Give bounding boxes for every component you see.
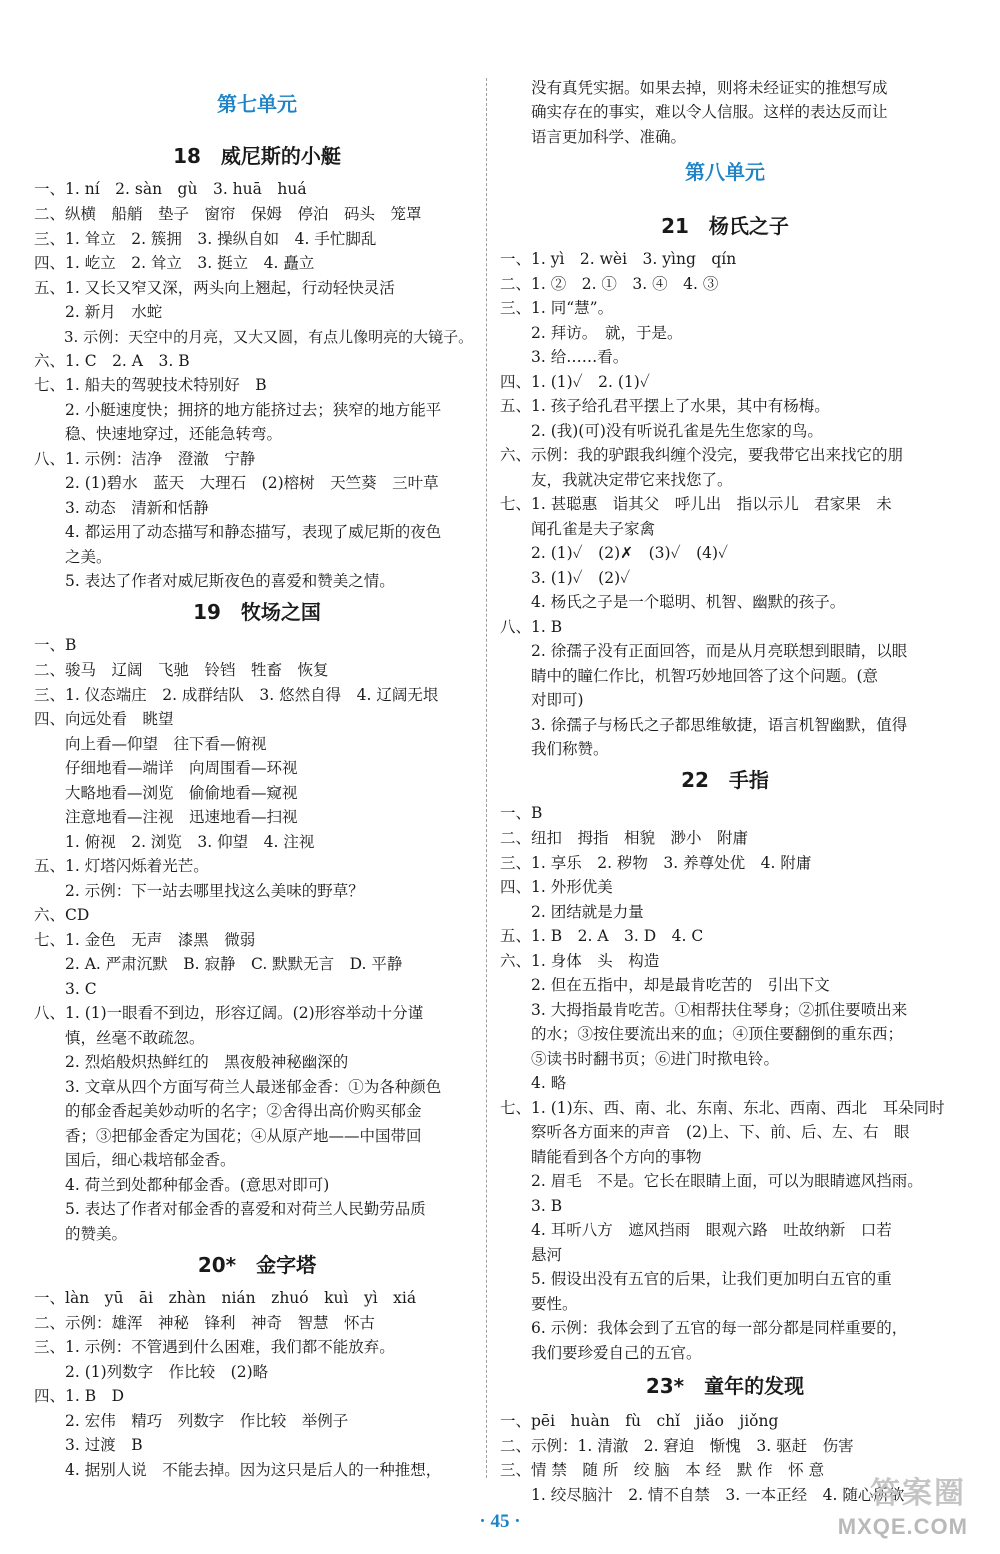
answer-line: 七、1. 金色 无声 漆黑 微弱	[34, 931, 256, 949]
answer-line: 五、1. 孩子给孔君平摆上了水果，其中有杨梅。	[500, 397, 830, 415]
answer-line: 六、示例：我的驴跟我纠缠个没完，要我带它出来找它的朋	[500, 446, 904, 464]
answer-line: 2. (我)(可)没有听说孔雀是先生您家的鸟。	[500, 422, 823, 440]
answer-line: 5. 表达了作者对郁金香的喜爱和对荷兰人民勤劳品质	[34, 1200, 426, 1218]
lesson-title: 21 杨氏之子	[661, 214, 789, 238]
answer-line: 3. 大拇指最肯吃苦。①相帮扶住琴身；②抓住要喷出来	[500, 1001, 908, 1019]
lesson-title: 22 手指	[681, 768, 769, 792]
answer-line: 注意地看—注视 迅速地看—扫视	[34, 808, 298, 826]
answer-line: 3. (1)✓ (2)✓	[500, 569, 631, 587]
answer-line: 八、1. B	[500, 618, 563, 636]
answer-line: 向上看—仰望 往下看—俯视	[34, 735, 267, 753]
answer-line: 2. (1)列数字 作比较 (2)略	[34, 1363, 269, 1381]
answer-line: 四、向远处看 眺望	[34, 710, 174, 728]
answer-line: 七、1. 甚聪惠 诣其父 呼儿出 指以示儿 君家果 未	[500, 495, 892, 513]
answer-line: 三、1. 耸立 2. 簇拥 3. 操纵自如 4. 手忙脚乱	[34, 230, 377, 248]
lesson-title: 20* 金字塔	[197, 1253, 317, 1277]
answer-line: 香；③把郁金香定为国花；④从原产地——中国带回	[34, 1127, 422, 1145]
answer-line: 二、示例：雄浑 神秘 锋利 神奇 智慧 怀古	[34, 1314, 376, 1332]
page-number: · 45 ·	[479, 1511, 521, 1532]
column-divider	[486, 78, 487, 1478]
answer-line: 4. 杨氏之子是一个聪明、机智、幽默的孩子。	[500, 593, 846, 611]
answer-line: 二、纵横 船艄 垫子 窗帘 保姆 停泊 码头 笼罩	[34, 205, 422, 223]
answer-line: ⑤读书时翻书页；⑥进门时揿电铃。	[500, 1050, 780, 1068]
answer-line: 二、纽扣 拇指 相貌 渺小 附庸	[500, 829, 749, 847]
answer-line: 5. 假设出没有五官的后果，让我们更加明白五官的重	[500, 1270, 892, 1288]
answer-line: 确实存在的事实，难以令人信服。这样的表达反而让	[500, 103, 888, 121]
answer-line: 五、1. 灯塔闪烁着光芒。	[34, 857, 209, 875]
answer-line: 二、骏马 辽阔 飞驰 铃铛 牲畜 恢复	[34, 661, 329, 679]
answer-line: 5. 表达了作者对威尼斯夜色的喜爱和赞美之情。	[34, 572, 395, 590]
answer-line: 2. A. 严肃沉默 B. 寂静 C. 默默无言 D. 平静	[34, 955, 403, 973]
answer-line: 3. 文章从四个方面写荷兰人最迷郁金香：①为各种颜色	[34, 1078, 442, 1096]
answer-line: 大略地看—浏览 偷偷地看—窥视	[34, 784, 298, 802]
answer-line: 三、1. 仪态端庄 2. 成群结队 3. 悠然自得 4. 辽阔无垠	[34, 686, 439, 704]
answer-line: 七、1. (1)东、西、南、北、东南、东北、西南、西北 耳朵同时	[500, 1099, 945, 1117]
answer-line: 3. 过渡 B	[34, 1436, 143, 1454]
answer-line: 4. 荷兰到处都种郁金香。(意思对即可)	[34, 1176, 330, 1194]
answer-line: 要性。	[500, 1295, 578, 1313]
lesson-title: 23* 童年的发现	[645, 1374, 805, 1398]
answer-line: 慎，丝毫不敢疏忽。	[34, 1029, 205, 1047]
answer-line: 2. 新月 水蛇	[34, 303, 163, 321]
answer-line: 2. 但在五指中，却是最肯吃苦的 引出下文	[500, 976, 830, 994]
answer-line: 4. 略	[500, 1074, 567, 1092]
answer-line: 的郁金香起美妙动听的名字；②舍得出高价购买郁金	[34, 1102, 422, 1120]
answer-line: 四、1. 外形优美	[500, 878, 613, 896]
answer-line: 六、1. 身体 头 构造	[500, 952, 660, 970]
answer-line: 我们要珍爱自己的五官。	[500, 1344, 702, 1362]
answer-line: 二、示例：1. 清澈 2. 窘迫 惭愧 3. 驱赶 伤害	[500, 1437, 854, 1455]
answer-line: 察听各方面来的声音 (2)上、下、前、后、左、右 眼	[500, 1123, 910, 1141]
answer-line: 六、CD	[34, 906, 90, 924]
answer-line: 3. B	[500, 1197, 563, 1215]
answer-line: 2. 宏伟 精巧 列数字 作比较 举例子	[34, 1412, 349, 1430]
answer-line: 国后，细心栽培郁金香。	[34, 1151, 236, 1169]
answer-line: 友，我就决定带它来找您了。	[500, 471, 733, 489]
watermark-logo: 答案圈	[870, 1476, 966, 1511]
answer-line: 稳、快速地穿过，还能急转弯。	[34, 425, 283, 443]
answer-line: 2. 团结就是力量	[500, 903, 644, 921]
answer-line: 悬河	[500, 1246, 563, 1264]
answer-line: 四、1. B D	[34, 1387, 125, 1405]
answer-line: 2. (1)碧水 蓝天 大理石 (2)榕树 天竺葵 三叶草	[34, 474, 439, 492]
answer-line: 3. 动态 清新和恬静	[34, 499, 209, 517]
answer-line: 3. 徐孺子与杨氏之子都思维敏捷，语言机智幽默，值得	[500, 716, 908, 734]
lesson-title: 19 牧场之国	[193, 600, 321, 624]
watermark	[800, 1478, 990, 1548]
unit-heading: 第七单元	[217, 92, 297, 116]
answer-line: 2. (1)✓ (2)✗ (3)✓ (4)✓	[500, 544, 729, 562]
answer-line: 五、1. 又长又窄又深，两头向上翘起，行动轻快灵活	[34, 279, 395, 297]
answer-line: 闻孔雀是夫子家禽	[500, 520, 656, 538]
answer-line: 我们称赞。	[500, 740, 609, 758]
answer-line: 3. C	[34, 980, 97, 998]
answer-line: 五、1. B 2. A 3. D 4. C	[500, 927, 704, 945]
answer-line: 1. 俯视 2. 浏览 3. 仰望 4. 注视	[34, 833, 315, 851]
answer-line: 的水；③按住要流出来的血；④顶住要翻倒的重东西；	[500, 1025, 904, 1043]
answer-line: 之美。	[34, 548, 112, 566]
answer-line: 2. 烈焰般炽热鲜红的 黑夜般神秘幽深的	[34, 1053, 349, 1071]
answer-line: 睛中的瞳仁作比，机智巧妙地回答了这个问题。(意	[500, 667, 879, 685]
answer-line: 4. 据别人说 不能去掉。因为这只是后人的一种推想，	[34, 1461, 442, 1479]
answer-line: 一、B	[34, 636, 77, 654]
answer-line: 四、1. 屹立 2. 耸立 3. 挺立 4. 矗立	[34, 254, 315, 272]
answer-line: 2. 示例：下一站去哪里找这么美味的野草？	[34, 882, 364, 900]
answer-line: 语言更加科学、准确。	[500, 128, 687, 146]
answer-line: 1. 绞尽脑汁 2. 情不自禁 3. 一本正经 4. 随心所欲	[500, 1486, 905, 1504]
answer-line: 2. 拜访。 就，于是。	[500, 324, 683, 342]
answer-line: 4. 都运用了动态描写和静态描写，表现了威尼斯的夜色	[34, 523, 442, 541]
answer-line: 睛能看到各个方向的事物	[500, 1148, 702, 1166]
answer-line: 一、làn yū āi zhàn nián zhuó kuì yì xiá	[34, 1289, 417, 1307]
answer-line: 一、pēi huàn fù chǐ jiǎo jiǒng	[500, 1412, 779, 1430]
answer-line: 三、1. 享乐 2. 秽物 3. 养尊处优 4. 附庸	[500, 854, 812, 872]
answer-line: 一、1. ní 2. sàn gù 3. huā huá	[34, 180, 307, 198]
answer-line: 八、1. 示例：洁净 澄澈 宁静	[34, 450, 256, 468]
answer-line: 对即可)	[500, 691, 584, 709]
answer-line: 3. 示例：天空中的月亮，又大又圆，有点儿像明亮的大镜子。	[34, 328, 474, 346]
answer-line: 三、1. 同“慧”。	[500, 299, 614, 317]
lesson-title: 18 威尼斯的小艇	[173, 144, 341, 168]
answer-line: 八、1. (1)一眼看不到边，形容辽阔。(2)形容举动十分谨	[34, 1004, 424, 1022]
answer-line: 一、B	[500, 804, 543, 822]
answer-line: 三、情 禁 随 所 绞 脑 本 经 默 作 怀 意	[500, 1461, 825, 1479]
answer-line: 的赞美。	[34, 1225, 128, 1243]
answer-line: 2. 徐孺子没有正面回答，而是从月亮联想到眼睛，以眼	[500, 642, 908, 660]
answer-line: 3. 给……看。	[500, 348, 629, 366]
answer-line: 2. 眉毛 不是。它长在眼睛上面，可以为眼睛遮风挡雨。	[500, 1172, 923, 1190]
answer-line: 2. 小艇速度快；拥挤的地方能挤过去；狭窄的地方能平	[34, 401, 442, 419]
watermark-site: MXQE.COM	[837, 1514, 968, 1539]
answer-line: 4. 耳听八方 遮风挡雨 眼观六路 吐故纳新 口若	[500, 1221, 892, 1239]
answer-line: 仔细地看—端详 向周围看—环视	[34, 759, 298, 777]
answer-line: 没有真凭实据。如果去掉，则将未经证实的推想写成	[500, 79, 888, 97]
unit-heading: 第八单元	[685, 160, 765, 184]
answer-line: 一、1. yì 2. wèi 3. yìng qín	[500, 250, 737, 268]
answer-line: 四、1. (1)✓ 2. (1)✓	[500, 373, 650, 391]
answer-line: 七、1. 船夫的驾驶技术特别好 B	[34, 376, 267, 394]
answer-line: 六、1. C 2. A 3. B	[34, 352, 190, 370]
answer-line: 三、1. 示例：不管遇到什么困难，我们都不能放弃。	[34, 1338, 395, 1356]
answer-line: 二、1. ② 2. ① 3. ④ 4. ③	[500, 275, 719, 293]
answer-line: 6. 示例：我体会到了五官的每一部分都是同样重要的，	[500, 1319, 908, 1337]
